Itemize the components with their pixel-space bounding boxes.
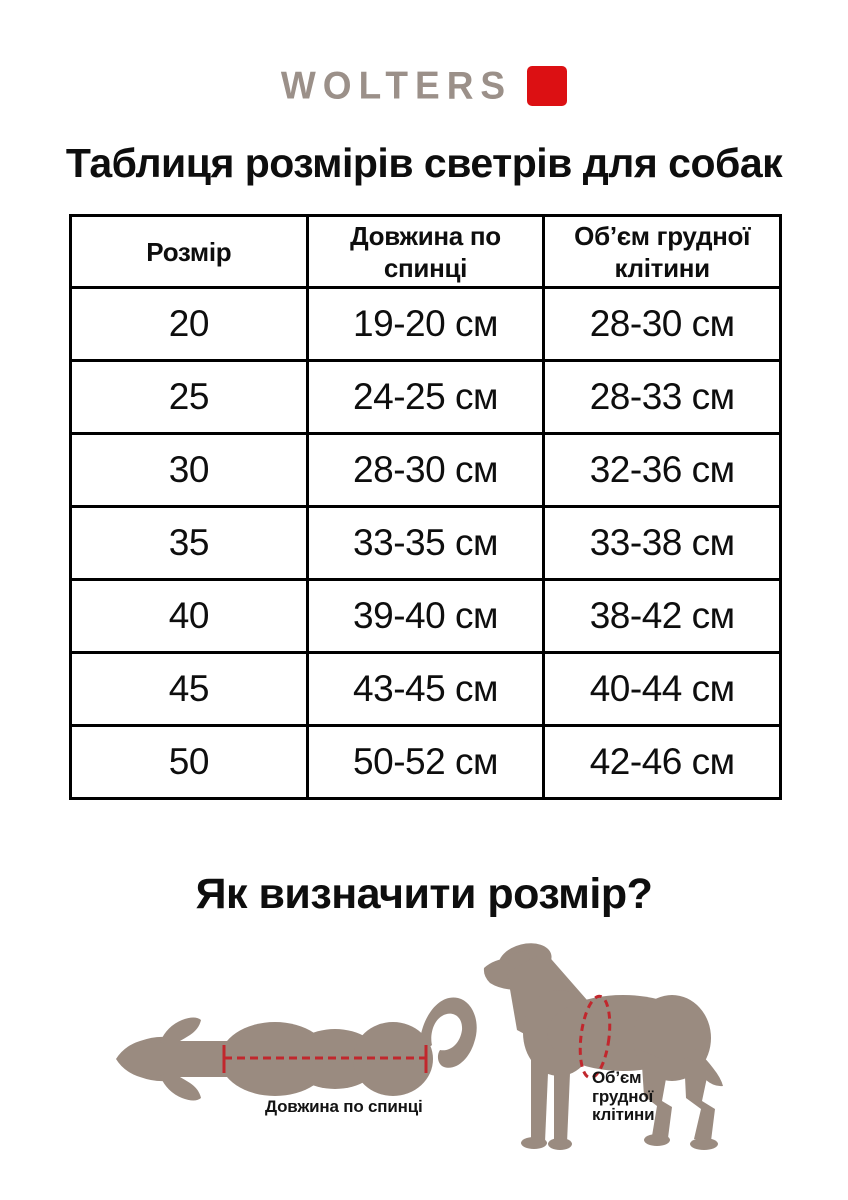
brand-red-square-icon (527, 66, 567, 106)
back-length-label: Довжина по спинці (265, 1097, 423, 1116)
table-row (71, 580, 781, 653)
chest-girth-label-line: грудної (592, 1086, 654, 1106)
table-row (71, 726, 781, 799)
chest-girth-cell: 33-38 см (544, 507, 781, 580)
chest-girth-label-line: клітини (592, 1105, 655, 1124)
table-row (71, 507, 781, 580)
dog-side-view-illustration (473, 938, 778, 1170)
column-header-size: Розмір (71, 216, 308, 288)
chest-girth-cell: 28-33 см (544, 361, 781, 434)
how-to-heading: Як визначити розмір? (195, 870, 653, 918)
back-length-cell: 28-30 см (307, 434, 544, 507)
chest-girth-cell: 42-46 см (544, 726, 781, 799)
size-cell: 30 (71, 434, 308, 507)
table-row (71, 653, 781, 726)
back-length-cell: 43-45 см (307, 653, 544, 726)
column-header-back-length: Довжина по спинці (307, 216, 544, 288)
column-header-chest-girth: Об’єм грудної клітини (544, 216, 781, 288)
size-cell: 35 (71, 507, 308, 580)
chest-girth-cell: 40-44 см (544, 653, 781, 726)
back-length-cell: 33-35 см (307, 507, 544, 580)
table-row (71, 288, 781, 361)
size-table (69, 214, 782, 800)
back-length-cell: 19-20 см (307, 288, 544, 361)
chest-girth-cell: 32-36 см (544, 434, 781, 507)
back-length-cell: 24-25 см (307, 361, 544, 434)
back-length-cell: 50-52 см (307, 726, 544, 799)
size-cell: 40 (71, 580, 308, 653)
dog-top-view-silhouette (116, 997, 477, 1100)
size-cell: 25 (71, 361, 308, 434)
table-header-row (71, 216, 781, 288)
size-cell: 20 (71, 288, 308, 361)
brand-logo (0, 64, 848, 108)
table-row (71, 361, 781, 434)
chest-girth-cell: 28-30 см (544, 288, 781, 361)
size-cell: 45 (71, 653, 308, 726)
dog-top-view-illustration (110, 986, 482, 1108)
chest-girth-label (592, 1069, 654, 1125)
page-title: Таблиця розмірів светрів для собак (65, 140, 783, 186)
back-length-cell: 39-40 см (307, 580, 544, 653)
chest-girth-label-line: Об’єм (592, 1068, 642, 1087)
chest-girth-cell: 38-42 см (544, 580, 781, 653)
size-cell: 50 (71, 726, 308, 799)
brand-wordmark: WOLTERS (280, 64, 513, 107)
table-row (71, 434, 781, 507)
